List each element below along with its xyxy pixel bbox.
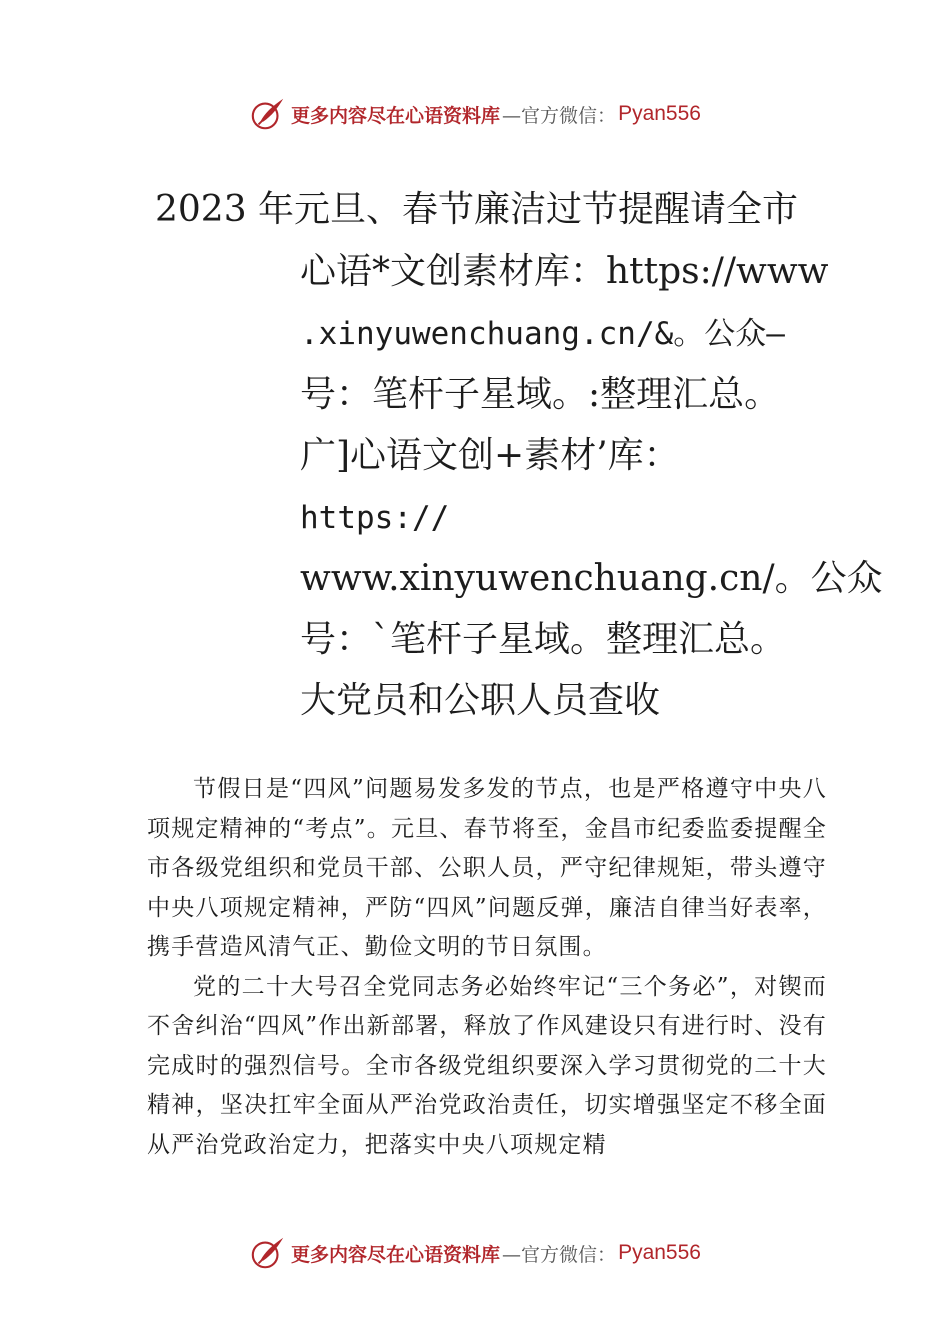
article-body	[147, 770, 827, 1165]
banner-main-text: 更多内容尽在心语资料库	[291, 1243, 501, 1266]
header-banner	[0, 92, 950, 136]
title-line-9: 大党员和公职人员查收	[300, 680, 661, 721]
paragraph-2: 党的二十大号召全党同志务必始终牢记“三个务必”，对锲而不舍纠治“四风”作出新部署，释放了作风建设只有进行时、没有完成时的强烈信号。全市各级党组织要深入学习贯彻党的二十大精神，坚决扛牢全面从严治党政治责任，切实增强坚定不移全面从严治党政治定力，把落实中央八项规定精	[147, 973, 827, 1158]
paragraph-1: 节假日是“四风”问题易发多发的节点，也是严格遵守中央八项规定精神的“考点”。元旦、春节将至，金昌市纪委监委提醒全市各级党组织和党员干部、公职人员，严守纪律规矩，带头遵守中央八项规定精神，严防“四风”问题反弹，廉洁自律当好表率，携手营造风清气正、勤俭文明的节日氛围。	[147, 776, 827, 960]
title-line-4: 号：笔杆子星域。:整理汇总。	[300, 374, 781, 415]
title-line-6: https://	[300, 500, 450, 536]
banner-main-text: 更多内容尽在心语资料库	[291, 104, 501, 127]
title-line-5: 广]心语文创+素材’库：	[300, 435, 680, 476]
quill-logo-icon	[249, 95, 287, 133]
banner-wechat-id: Pyan556	[618, 102, 701, 125]
title-line-7: www.xinyuwenchuang.cn/。公众	[300, 558, 883, 599]
banner-wechat-id: Pyan556	[618, 1241, 701, 1264]
title-line-1: 2023 年元旦、春节廉洁过节提醒请全市	[155, 189, 799, 230]
title-line-3: .xinyuwenchuang.cn/&。公众—	[300, 316, 785, 352]
title-line-2: 心语*文创素材库：https://www	[300, 251, 829, 292]
footer-banner	[0, 1231, 950, 1275]
banner-wechat-label: —官方微信：	[502, 1243, 617, 1266]
title-line-8: 号：`笔杆子星域。整理汇总。	[300, 619, 787, 660]
banner-wechat-label: —官方微信：	[502, 104, 617, 127]
quill-logo-icon	[249, 1234, 287, 1272]
